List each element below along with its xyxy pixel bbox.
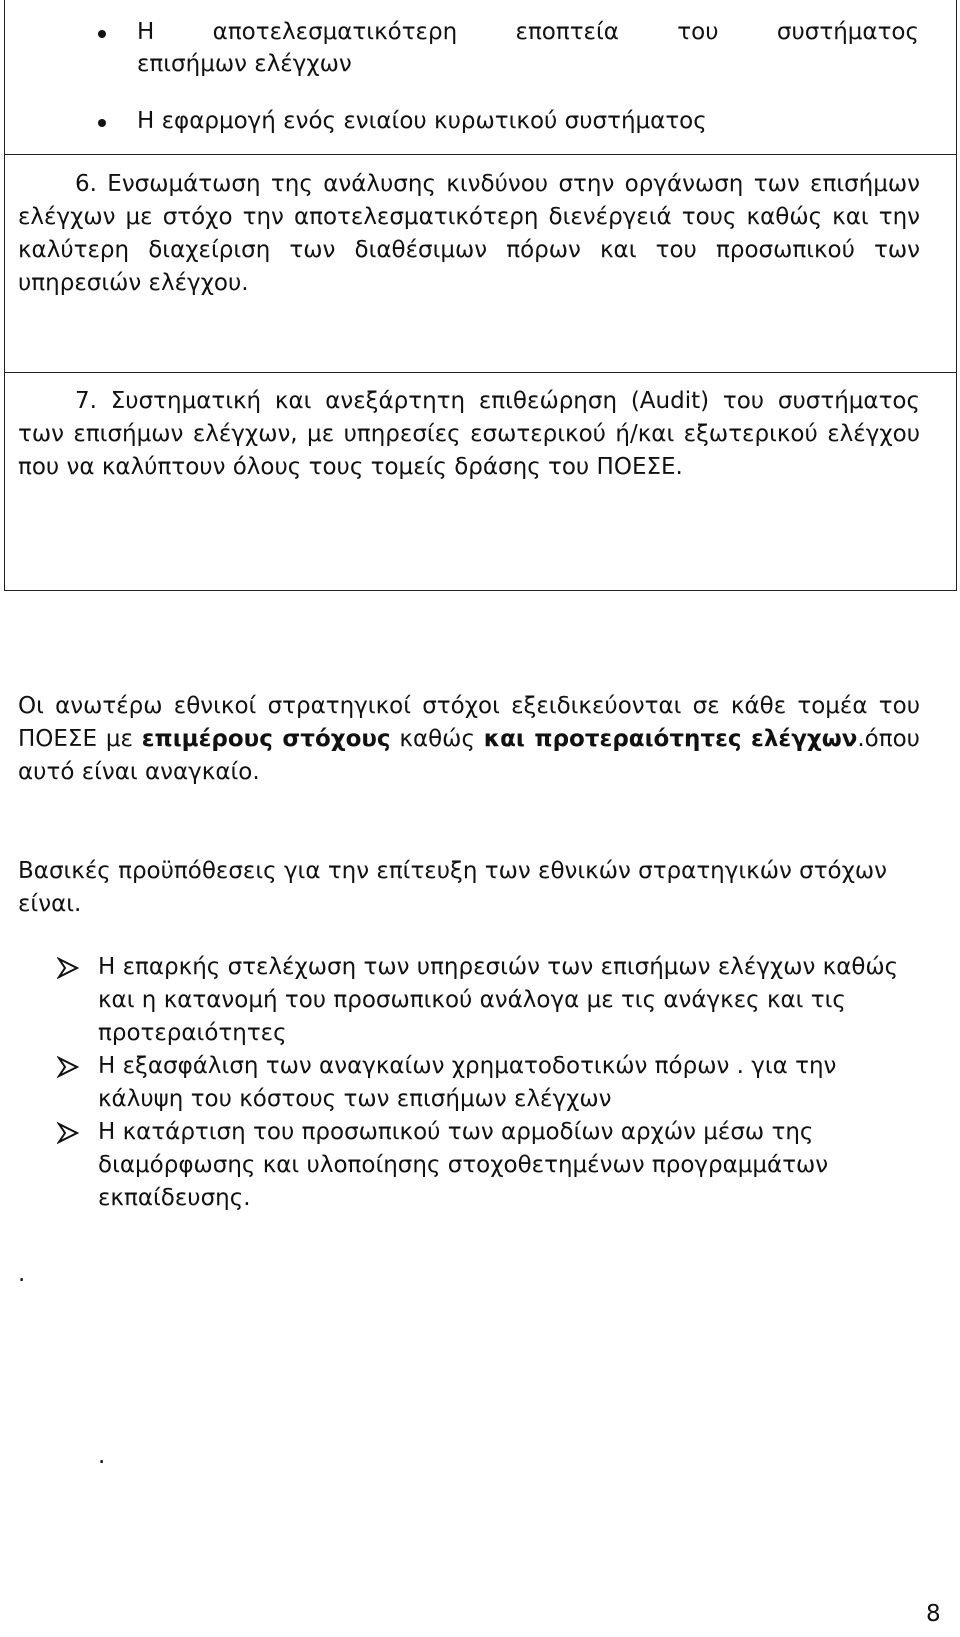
arrow-list-item-3: Η κατάρτιση του προσωπικού των αρμοδίων αρχών μέσω της διαμόρφωσης και υλοποίησης στοχοθετημένων προγραμμάτων εκπαίδευσης. <box>98 1119 829 1211</box>
numbered-item-7: 7. Συστηματική και ανεξάρτητη επιθεώρηση (Audit) του συστήματος των επισήμων ελέγχων, με υπηρεσίες εσωτερικού ή/και εξωτερικού ελέγχου που να καλύπτουν όλους τους τομείς δράσης του ΠΟΕΣΕ. <box>18 388 920 480</box>
paragraph-objectives-text-1: Οι ανωτέρω εθνικοί στρατηγικοί στόχοι εξειδικεύονται σε κάθε τομέα του ΠΟΕΣΕ με <box>18 693 920 752</box>
bullet-dot-icon <box>98 30 106 38</box>
bullet-dot-icon <box>98 119 106 127</box>
bullet-1-line-2: επισήμων ελέγχων <box>137 51 352 77</box>
arrow-list-item-1: Η επαρκής στελέχωση των υπηρεσιών των επισήμων ελέγχων καθώς και η κατανομή του προσωπικού ανάλογα με τις ανάγκες και τις προτεραιότητες <box>98 954 899 1046</box>
paragraph-objectives-text-2: καθώς <box>390 726 484 752</box>
stray-dot-2: . <box>98 1443 106 1469</box>
bold-sub-objectives: επιμέρους στόχους <box>141 726 391 752</box>
stray-dot-1: . <box>18 1261 26 1287</box>
bullet-2: Η εφαρμογή ενός ενιαίου κυρωτικού συστήματος <box>137 108 707 134</box>
bold-priorities: και προτεραιότητες ελέγχων <box>483 726 858 752</box>
paragraph-prerequisites: Βασικές προϋπόθεσεις για την επίτευξη των εθνικών στρατηγικών στόχων είναι. <box>18 858 888 917</box>
paragraph-objectives-text-3: .όπου αυτό είναι αναγκαίο. <box>18 726 920 785</box>
arrowhead-icon <box>57 1056 79 1078</box>
page-number: 8 <box>926 1601 941 1627</box>
bullet-1-line-1: Η αποτελεσματικότερη εποπτεία του συστήματος <box>137 19 919 45</box>
paragraph-objectives <box>18 690 920 789</box>
arrowhead-icon <box>57 957 79 979</box>
arrow-list-item-2: Η εξασφάλιση των αναγκαίων χρηματοδοτικών πόρων . για την κάλυψη του κόστους των επισήμων ελέγχων <box>98 1053 837 1112</box>
numbered-item-6: 6. Ενσωμάτωση της ανάλυσης κινδύνου στην οργάνωση των επισήμων ελέγχων με στόχο την αποτελεσματικότερη διενέργειά τους καθώς και την καλύτερη διαχείριση των διαθέσιμων πόρων και του προσωπικού των υπηρεσιών ελέγχου. <box>18 171 920 296</box>
arrowhead-icon <box>57 1122 79 1144</box>
